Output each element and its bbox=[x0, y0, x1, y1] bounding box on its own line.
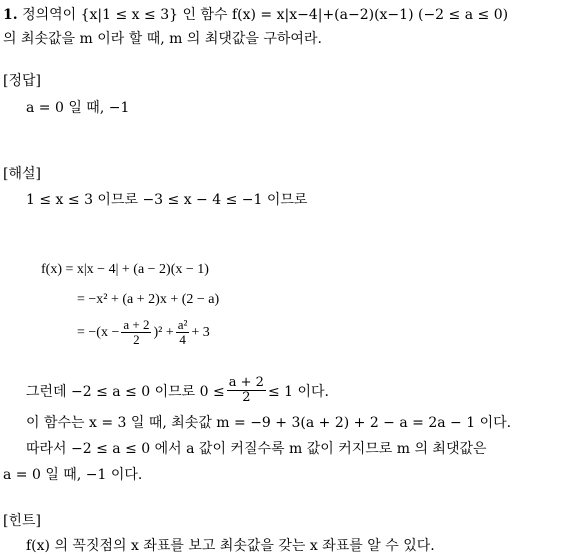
eq3-frac-numerator: a + 2 bbox=[123, 317, 150, 332]
eq3-fraction-2 bbox=[176, 318, 190, 347]
eq3-right: + 3 bbox=[191, 324, 210, 340]
solution-line-1: 1 ≤ x ≤ 3 이므로 −3 ≤ x − 4 ≤ −1 이므로 bbox=[26, 192, 308, 208]
line2-frac-denominator: 2 bbox=[242, 390, 251, 405]
solution-line-2 bbox=[26, 376, 329, 405]
problem-number: 1. bbox=[3, 7, 18, 23]
line2-fraction bbox=[227, 376, 266, 405]
solution-line-3: 이 함수는 x = 3 일 때, 최솟값 m = −9 + 3(a + 2) + 2 − a = 2a − 1 이다. bbox=[26, 415, 512, 431]
problem-line-1 bbox=[3, 4, 508, 24]
equation-line-1: f(x) = x|x − 4| + (a − 2)(x − 1) bbox=[41, 262, 209, 277]
hint-heading: [힌트] bbox=[3, 513, 41, 529]
solution-line-5: a = 0 일 때, −1 이다. bbox=[3, 467, 143, 483]
equation-line-3 bbox=[77, 318, 210, 347]
eq3-mid: )² + bbox=[153, 324, 174, 340]
hint-text: f(x) 의 꼭짓점의 x 좌표를 보고 최솟값을 갖는 x 좌표를 알 수 있다. bbox=[26, 538, 435, 554]
solution-heading: [해설] bbox=[3, 166, 41, 182]
eq3-frac2-numerator: a² bbox=[177, 317, 188, 332]
eq3-frac2-denominator: 4 bbox=[179, 332, 186, 347]
line2-left: 그런데 −2 ≤ a ≤ 0 이므로 0 ≤ bbox=[26, 383, 225, 400]
solution-line-4: 따라서 −2 ≤ a ≤ 0 에서 a 값이 커질수록 m 값이 커지므로 m 의 최댓값은 bbox=[26, 441, 487, 457]
answer-text: a = 0 일 때, −1 bbox=[26, 100, 130, 116]
eq3-left: = −(x − bbox=[77, 324, 120, 340]
answer-heading: [정답] bbox=[3, 73, 41, 89]
line2-frac-numerator: a + 2 bbox=[228, 375, 264, 390]
eq3-fraction bbox=[121, 318, 151, 347]
line2-right: ≤ 1 이다. bbox=[267, 383, 329, 400]
problem-line-2: 의 최솟값을 m 이라 할 때, m 의 최댓값을 구하여라. bbox=[3, 31, 322, 47]
eq3-frac-denominator: 2 bbox=[133, 332, 140, 347]
problem-statement: 정의역이 {x|1 ≤ x ≤ 3} 인 함수 f(x) = x|x−4|+(a−2)(x−1) (−2 ≤ a ≤ 0) bbox=[22, 7, 509, 23]
equation-line-2: = −x² + (a + 2)x + (2 − a) bbox=[77, 292, 220, 307]
